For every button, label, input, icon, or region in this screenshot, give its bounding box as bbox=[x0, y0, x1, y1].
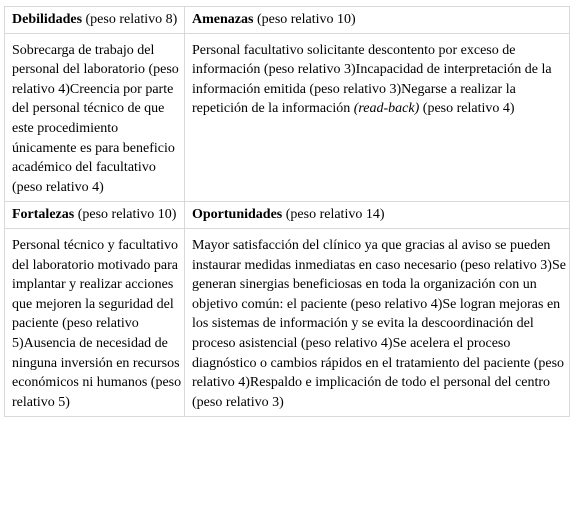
weaknesses-text: Sobrecarga de trabajo del personal del laboratorio (peso relativo 4)Creencia por parte del personal técnico de que este procedimiento únicamente es para beneficio académico del facultativo (peso relativo 4) bbox=[12, 42, 179, 195]
strengths-text: Personal técnico y facultativo del laboratorio motivado para implantar y realizar acciones que mejoren la seguridad del paciente (peso relativo 5)Ausencia de necesidad de ninguna inversión en recursos económicos ni humanos (peso relativo 5) bbox=[12, 237, 182, 410]
threats-text: Personal facultativo solicitante descontento por exceso de información (peso relativo 3)Incapacidad de interpretación de la información emitida (peso relativo 3)Negarse a realizar la repetición de la información bbox=[192, 42, 552, 117]
strengths-text-cell bbox=[5, 228, 185, 416]
threats-text-italic: (read-back) bbox=[353, 101, 420, 117]
weaknesses-header-cell bbox=[5, 7, 185, 34]
opportunities-title: Oportunidades bbox=[192, 207, 283, 223]
opportunities-header-cell bbox=[185, 202, 570, 229]
threats-title: Amenazas bbox=[192, 12, 254, 27]
threats-text-cell bbox=[185, 33, 570, 202]
weaknesses-title: Debilidades bbox=[12, 12, 83, 27]
body-row-weaknesses-threats bbox=[5, 33, 570, 202]
strengths-header-cell bbox=[5, 202, 185, 229]
weaknesses-weight: (peso relativo 8) bbox=[85, 12, 178, 27]
header-row-strengths-opportunities bbox=[5, 202, 570, 229]
strengths-title: Fortalezas bbox=[12, 207, 75, 223]
strengths-weight: (peso relativo 10) bbox=[77, 207, 177, 223]
weaknesses-text-cell bbox=[5, 33, 185, 202]
opportunities-text-cell bbox=[185, 228, 570, 416]
threats-header-cell bbox=[185, 7, 570, 34]
opportunities-weight: (peso relativo 14) bbox=[285, 207, 385, 223]
swot-table bbox=[4, 6, 570, 417]
body-row-strengths-opportunities bbox=[5, 228, 570, 416]
threats-weight: (peso relativo 10) bbox=[256, 12, 356, 27]
threats-text-end: (peso relativo 4) bbox=[419, 101, 515, 117]
header-row-weaknesses-threats bbox=[5, 7, 570, 34]
opportunities-text: Mayor satisfacción del clínico ya que gracias al aviso se pueden instaurar medidas inmediatas en caso necesario (peso relativo 3)Se generan sinergias beneficiosas en toda la organización con un objetivo común: el paciente (peso relativo 4)Se logran mejoras en los sistemas de información y se evita la descoordinación del proceso asistencial (peso relativo 4)Se acelera el proceso diagnóstico o cambios rápidos en el tratamiento del paciente (peso relativo 4)Respaldo e implicación de todo el personal del centro (peso relativo 3) bbox=[192, 237, 566, 410]
